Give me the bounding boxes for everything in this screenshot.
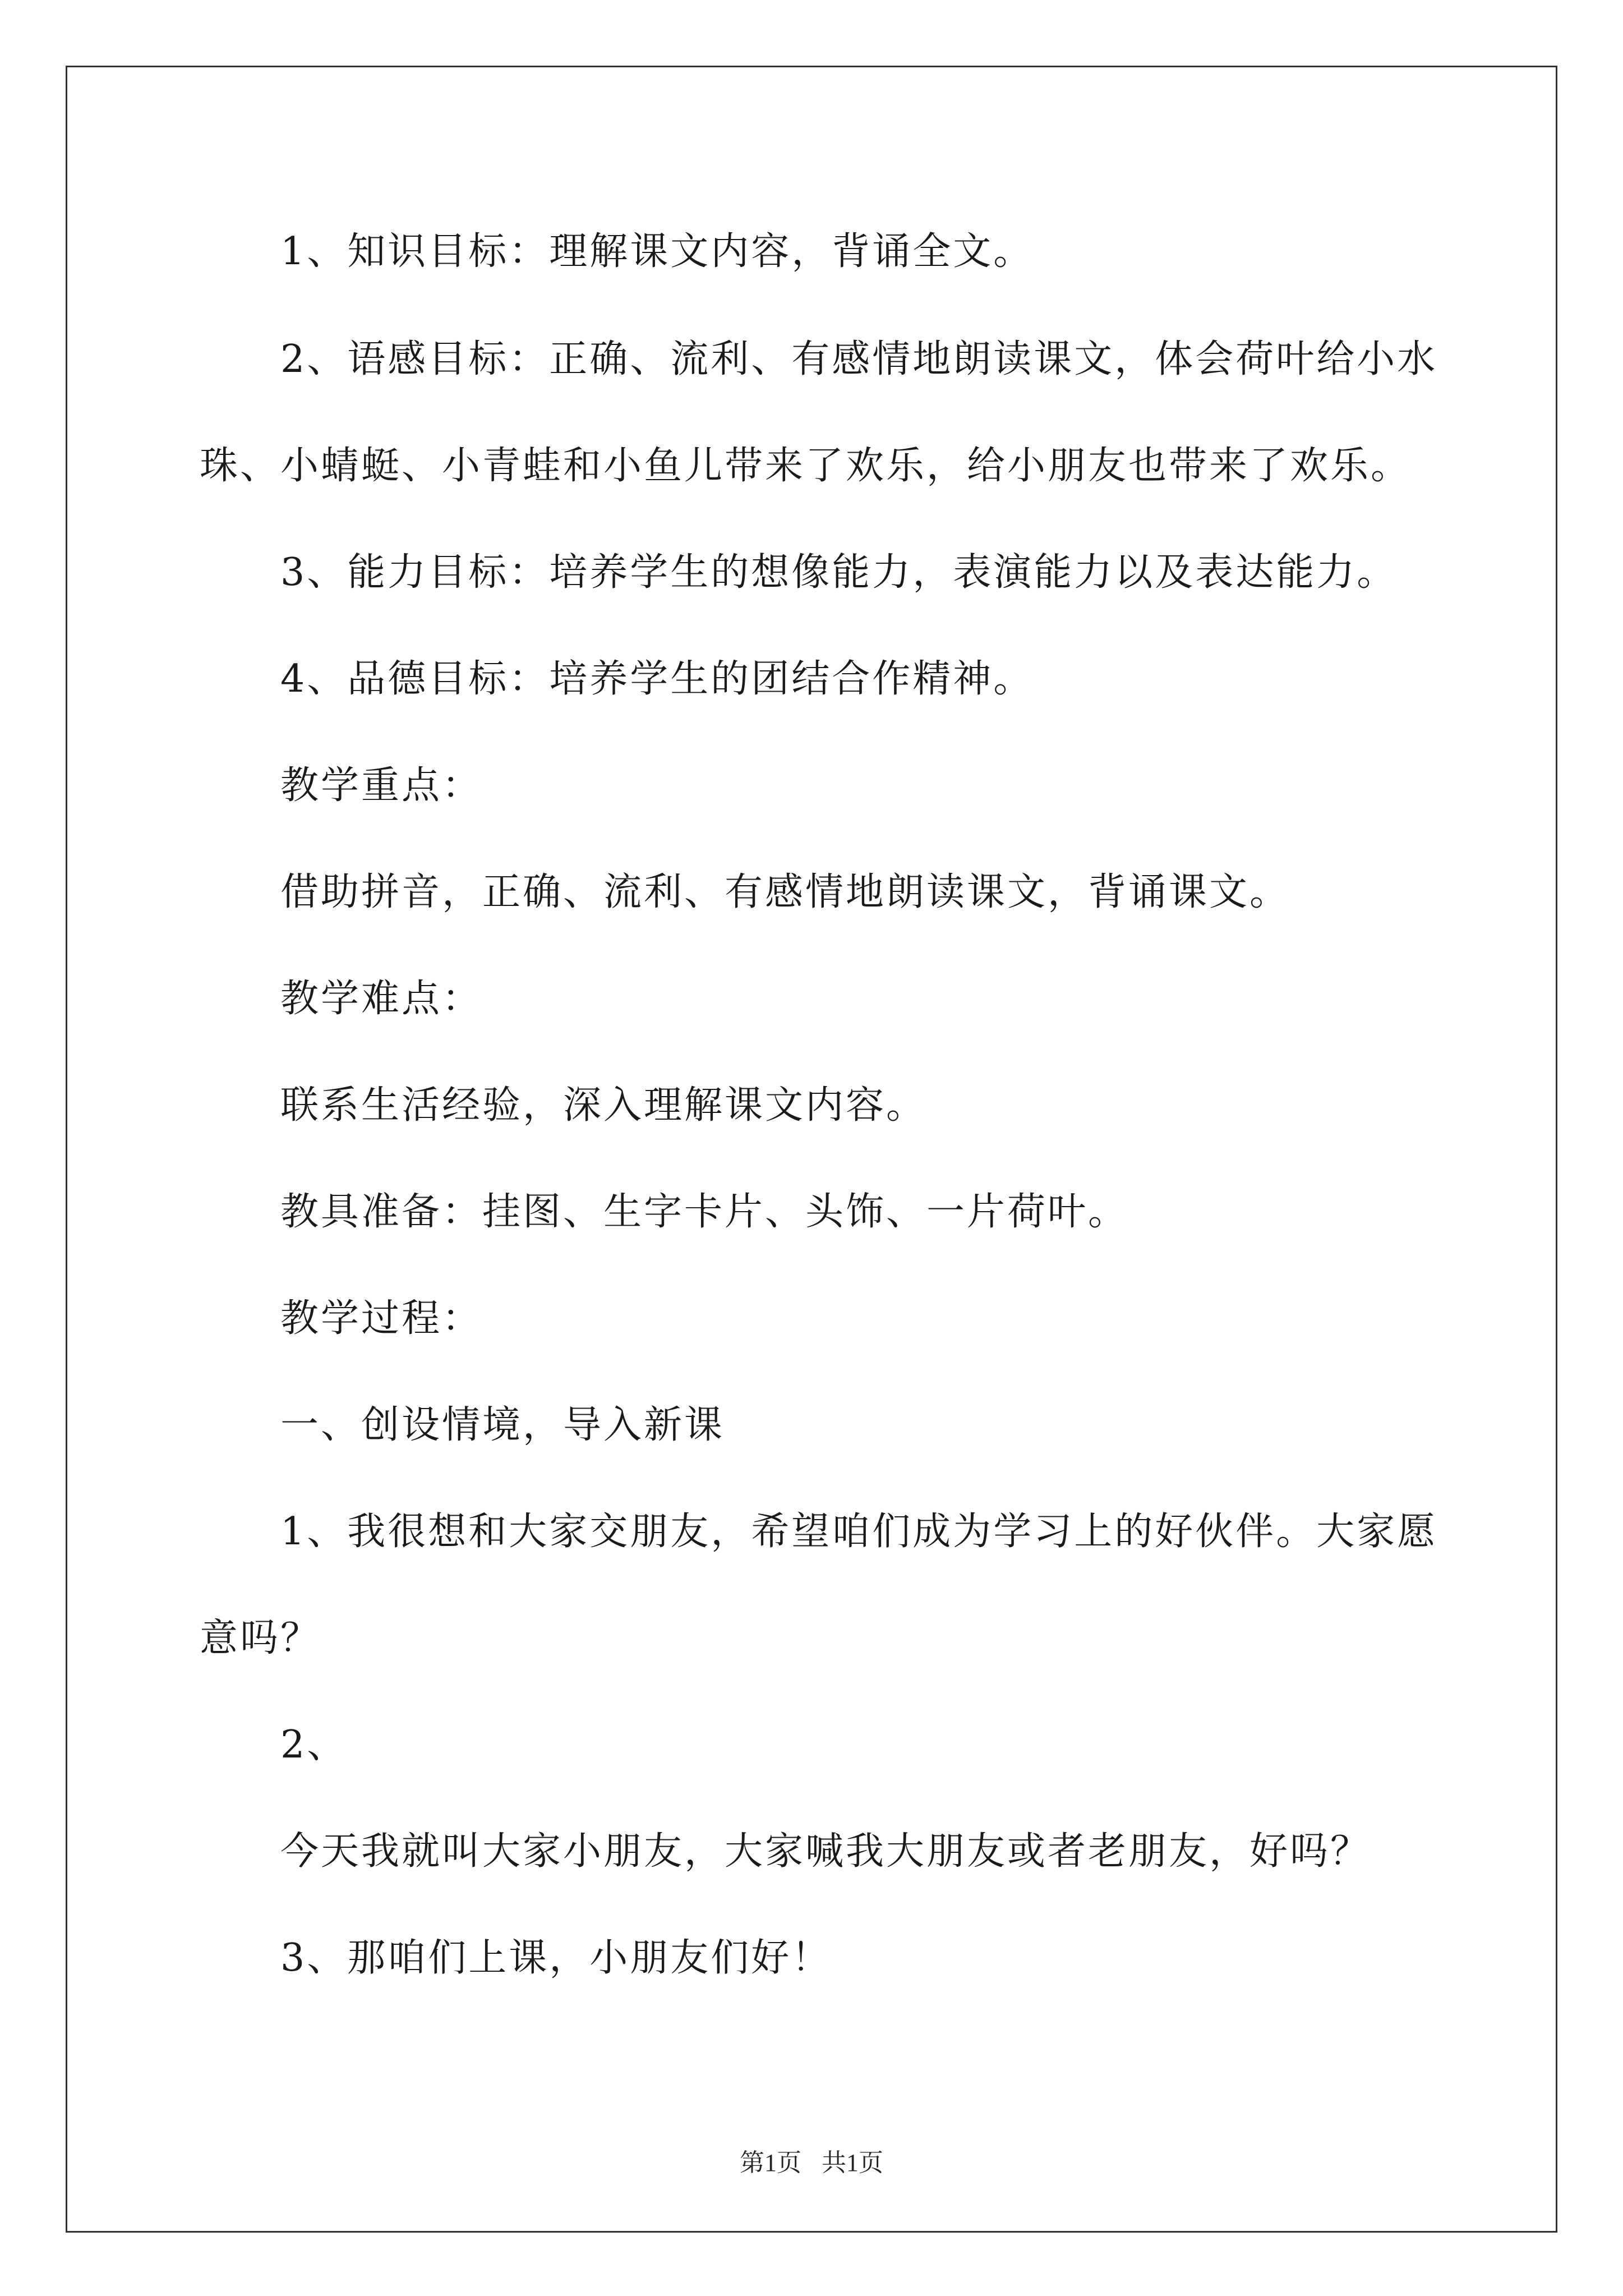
heading-teaching-difficulty: 教学难点： xyxy=(280,977,483,1021)
paragraph-language-goal: 2、语感目标：正确、流利、有感情地朗读课文，体会荷叶给小水 xyxy=(280,337,1438,381)
paragraph-teaching-difficulty: 联系生活经验，深入理解课文内容。 xyxy=(280,1083,927,1128)
paragraph-step-one-cont: 意吗？ xyxy=(200,1616,321,1660)
paragraph-teaching-aids: 教具准备：挂图、生字卡片、头饰、一片荷叶。 xyxy=(280,1190,1129,1234)
paragraph-language-goal-cont: 珠、小蜻蜓、小青蛙和小鱼儿带来了欢乐，给小朋友也带来了欢乐。 xyxy=(200,444,1412,488)
page-footer xyxy=(0,2142,1623,2178)
paragraph-step-two: 今天我就叫大家小朋友，大家喊我大朋友或者老朋友，好吗？ xyxy=(280,1829,1371,1874)
page-border xyxy=(66,66,1557,2233)
page-number-total: 共1页 xyxy=(822,2149,883,2177)
paragraph-step-one: 1、我很想和大家交朋友，希望咱们成为学习上的好伙伴。大家愿 xyxy=(280,1510,1438,1554)
paragraph-knowledge-goal: 1、知识目标：理解课文内容，背诵全文。 xyxy=(280,229,1034,274)
paragraph-step-three: 3、那咱们上课，小朋友们好！ xyxy=(280,1936,832,1980)
paragraph-step-two-number: 2、 xyxy=(280,1723,348,1767)
heading-teaching-focus: 教学重点： xyxy=(280,763,483,808)
paragraph-ability-goal: 3、能力目标：培养学生的想像能力，表演能力以及表达能力。 xyxy=(280,550,1398,595)
paragraph-moral-goal: 4、品德目标：培养学生的团结合作精神。 xyxy=(280,657,1034,701)
heading-section-one: 一、创设情境，导入新课 xyxy=(280,1403,725,1447)
heading-teaching-process: 教学过程： xyxy=(280,1296,483,1341)
paragraph-teaching-focus: 借助拼音，正确、流利、有感情地朗读课文，背诵课文。 xyxy=(280,870,1290,914)
page-number-current: 第1页 xyxy=(740,2149,801,2177)
